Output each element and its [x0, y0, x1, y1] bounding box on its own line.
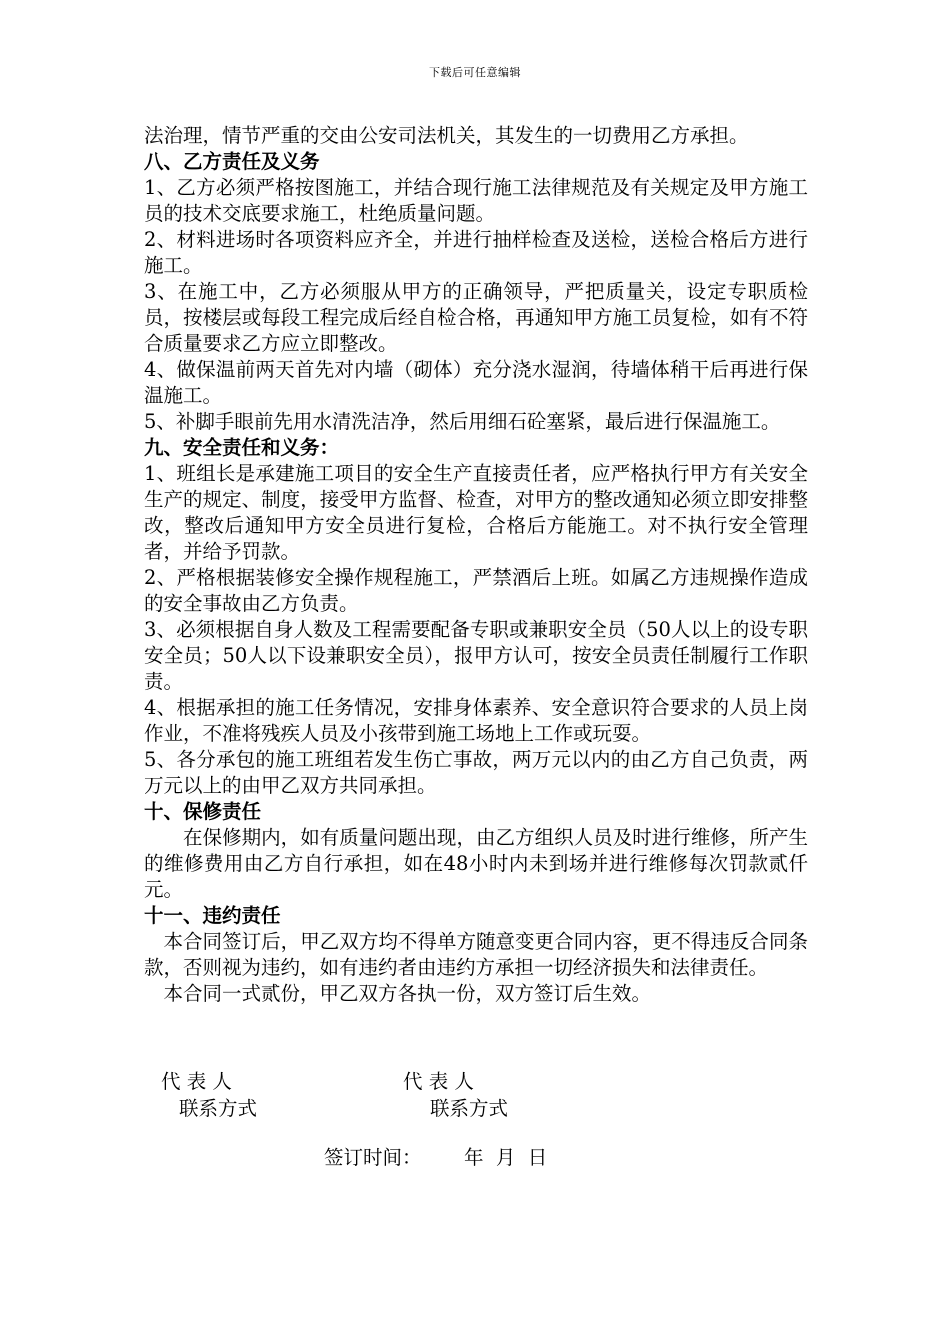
paragraph: 4、根据承担的施工任务情况，安排身体素养、安全意识符合要求的人员上岗作业，不准将残疾人员及小孩带到施工场地上工作或玩耍。	[144, 696, 808, 745]
paragraph: 3、必须根据自身人数及工程需要配备专职或兼职安全员（50人以上的设专职安全员；50人以下设兼职安全员），报甲方认可，按安全员责任制履行工作职责。	[144, 618, 808, 693]
section-heading: 八、乙方责任及义务	[144, 150, 320, 173]
party-a-contact-label: 联系方式	[179, 1097, 258, 1120]
section-heading: 十一、违约责任	[144, 904, 281, 927]
paragraph: 5、各分承包的施工班组若发生伤亡事故，两万元以内的由乙方自己负责，两万元以上的由甲乙双方共同承担。	[144, 748, 808, 797]
paragraph: 3、在施工中，乙方必须服从甲方的正确领导，严把质量关，设定专职质检员，按楼层或每段工程完成后经自检合格，再通知甲方施工员复检，如有不符合质量要求乙方应立即整改。	[144, 280, 808, 355]
signing-date-value: 年 月 日	[464, 1146, 548, 1169]
paragraph: 法治理，情节严重的交由公安司法机关，其发生的一切费用乙方承担。	[144, 124, 749, 147]
paragraph: 1、班组长是承建施工项目的安全生产直接责任者，应严格执行甲方有关安全生产的规定、制度，接受甲方监督、检查，对甲方的整改通知必须立即安排整改，整改后通知甲方安全员进行复检，合格后方能施工。对不执行安全管理者，并给予罚款。	[144, 462, 808, 563]
section-heading: 十、保修责任	[144, 800, 262, 823]
page-header: 下载后可任意编辑	[429, 66, 521, 79]
paragraph: 本合同签订后，甲乙双方均不得单方随意变更合同内容，更不得违反合同条款，否则视为违约，如有违约者由违约方承担一切经济损失和法律责任。	[144, 930, 808, 979]
party-b-contact-label: 联系方式	[430, 1097, 509, 1120]
paragraph: 4、做保温前两天首先对内墙（砌体）充分浇水湿润，待墙体稍干后再进行保温施工。	[144, 358, 808, 407]
party-a-representative-label: 代 表 人	[161, 1070, 232, 1093]
paragraph: 2、严格根据装修安全操作规程施工，严禁酒后上班。如属乙方违规操作造成的安全事故由乙方负责。	[144, 566, 808, 615]
section-heading: 九、安全责任和义务：	[144, 436, 340, 459]
party-b-representative-label: 代 表 人	[403, 1070, 474, 1093]
paragraph: 1、乙方必须严格按图施工，并结合现行施工法律规范及有关规定及甲方施工员的技术交底要求施工，杜绝质量问题。	[144, 176, 808, 225]
signing-date-label: 签订时间：	[324, 1146, 422, 1169]
contract-body	[144, 123, 808, 1007]
paragraph: 2、材料进场时各项资料应齐全，并进行抽样检查及送检，送检合格后方进行施工。	[144, 228, 808, 277]
paragraph: 在保修期内，如有质量问题出现，由乙方组织人员及时进行维修，所产生的维修费用由乙方自行承担，如在48小时内未到场并进行维修每次罚款贰仟元。	[144, 826, 808, 901]
paragraph: 5、补脚手眼前先用水清洗洁净，然后用细石砼塞紧，最后进行保温施工。	[144, 410, 781, 433]
paragraph: 本合同一式贰份，甲乙双方各执一份，双方签订后生效。	[163, 982, 652, 1005]
